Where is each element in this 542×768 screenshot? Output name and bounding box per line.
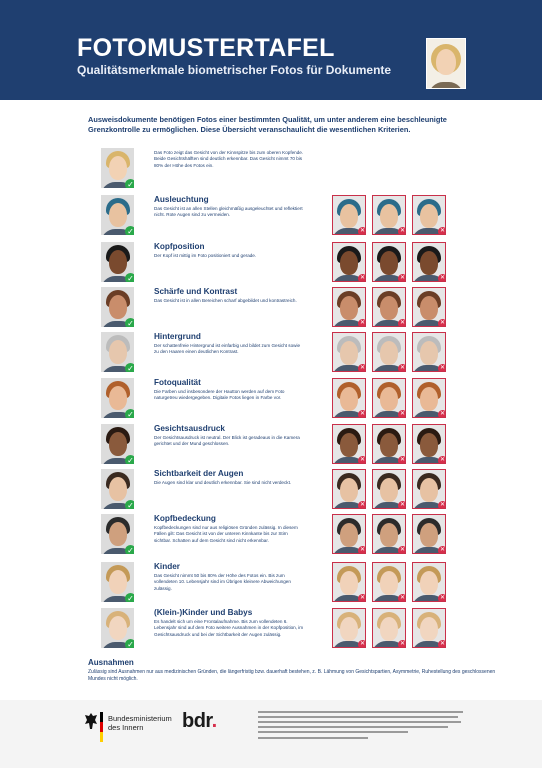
cross-icon: ✕ [439, 641, 446, 647]
bad-example-photo [412, 424, 446, 464]
cross-icon: ✕ [359, 502, 366, 508]
cross-icon: ✕ [399, 595, 406, 601]
cross-icon: ✕ [439, 320, 446, 326]
criterion-description: Der Kopf ist mittig im Foto positioniert und gerade. [154, 253, 257, 258]
good-example-photo [101, 424, 134, 464]
criterion-description: Kopfbedeckungen sind nur aus religiösen Gründen zulässig. In diesem Fällen gilt: Das Gesicht ist von der unteren Kinnkante bis zur Stirn sichtbar. Schatten auf dem Gesicht sind nicht erkennbar. [154, 525, 298, 543]
criterion-title: Sichtbarkeit der Augen [154, 469, 244, 478]
bad-example-photo [412, 562, 446, 602]
good-example-photo [101, 514, 134, 554]
cross-icon: ✕ [359, 365, 366, 371]
criterion-row [0, 467, 542, 511]
bad-example-photo [372, 242, 406, 282]
criterion-description: Der Gesichtsausdruck ist neutral. Der Blick ist geradeaus in die Kamera gerichtet und der Mund geschlossen. [154, 435, 300, 447]
criterion-title: Kinder [154, 562, 180, 571]
criterion-title: Kopfbedeckung [154, 514, 216, 523]
cross-icon: ✕ [399, 320, 406, 326]
cross-icon: ✕ [359, 320, 366, 326]
intro-text: Ausweisdokumente benötigen Fotos einer bestimmten Qualität, um unter anderem eine beschleunigte Grenzkontrolle zu ermöglichen. Diese Übersicht veranschaulicht die wesentlichen Kriterien. [88, 115, 447, 134]
bad-example-photo [412, 378, 446, 418]
criterion-row [0, 146, 542, 190]
legal-fine-print [258, 711, 468, 743]
bad-example-photo [372, 195, 406, 235]
cross-icon: ✕ [359, 228, 366, 234]
good-example-photo [101, 562, 134, 602]
bad-example-photo [372, 378, 406, 418]
cross-icon: ✕ [399, 641, 406, 647]
cross-icon: ✕ [439, 457, 446, 463]
bad-example-photo [412, 242, 446, 282]
bad-example-photo [372, 332, 406, 372]
good-example-photo [101, 378, 134, 418]
bad-example-photo [332, 469, 366, 509]
check-icon: ✓ [125, 273, 134, 282]
bad-example-photo [332, 287, 366, 327]
german-flag-stripe [100, 712, 103, 742]
criterion-title: Gesichtsausdruck [154, 424, 225, 433]
cross-icon: ✕ [359, 411, 366, 417]
cross-icon: ✕ [359, 641, 366, 647]
bad-example-photo [412, 287, 446, 327]
header-banner [0, 0, 542, 100]
cross-icon: ✕ [359, 547, 366, 553]
criterion-description: Das Foto zeigt das Gesicht von der Kinnspitze bis zum oberen Kopfende. Beide Gesichtshälften sind deutlich erkennbar. Das Gesicht nimmt 70 bis 80% der Höhe des Fotos ein. [154, 150, 304, 168]
criterion-row [0, 240, 542, 284]
cross-icon: ✕ [399, 547, 406, 553]
bad-example-photo [332, 562, 366, 602]
check-icon: ✓ [125, 593, 134, 602]
criterion-title: (Klein-)Kinder und Babys [154, 608, 253, 617]
bad-example-photo [332, 242, 366, 282]
bad-example-photo [412, 514, 446, 554]
good-example-photo [101, 332, 134, 372]
cross-icon: ✕ [399, 502, 406, 508]
check-icon: ✓ [125, 455, 134, 464]
criterion-row [0, 606, 542, 650]
criterion-row [0, 376, 542, 420]
bad-example-photo [372, 562, 406, 602]
cross-icon: ✕ [399, 457, 406, 463]
cross-icon: ✕ [439, 502, 446, 508]
check-icon: ✓ [125, 409, 134, 418]
bad-example-photo [372, 608, 406, 648]
criterion-title: Schärfe und Kontrast [154, 287, 238, 296]
cross-icon: ✕ [359, 457, 366, 463]
bad-example-photo [412, 469, 446, 509]
criterion-row [0, 193, 542, 237]
criterion-description: Das Gesicht ist in allen Bereichen scharf abgebildet und kontrastreich. [154, 298, 297, 303]
criterion-title: Kopfposition [154, 242, 205, 251]
ministry-logo-text: Bundesministerium des Innern [108, 714, 172, 732]
bad-example-photo [332, 424, 366, 464]
bad-example-photo [372, 469, 406, 509]
criterion-description: Es handelt sich um eine Frontalaufnahme. Bis zum vollendeten 6. Lebensjahr sind auf dem Foto weitere Ausnahmen in der Kopfposition, im Gesichtsausdruck und bei der Sichtbarkeit der Augen zulässig. [154, 619, 304, 637]
bad-example-photo [332, 514, 366, 554]
cross-icon: ✕ [399, 228, 406, 234]
exceptions-text: Zulässig sind Ausnahmen nur aus medizinischen Gründen, die längerfristig bzw. dauerhaft bestehen, z. B. Lähmung von Gesichtspartien, Asymmetrie, Ruhestellung des geschlossenen Mundes nicht möglich. [88, 669, 496, 682]
example-photo [426, 38, 466, 89]
check-icon: ✓ [125, 179, 134, 188]
check-icon: ✓ [125, 500, 134, 509]
cross-icon: ✕ [399, 411, 406, 417]
good-example-photo [101, 195, 134, 235]
criterion-row [0, 285, 542, 329]
cross-icon: ✕ [399, 275, 406, 281]
criterion-title: Ausleuchtung [154, 195, 209, 204]
exceptions-title: Ausnahmen [88, 658, 134, 667]
bad-example-photo [372, 514, 406, 554]
cross-icon: ✕ [439, 595, 446, 601]
criterion-description: Der schattenfreie Hintergrund ist einfarbig und bildet zum Gesicht sowie zu den Haaren einen deutlichen Kontrast. [154, 343, 301, 355]
criterion-row [0, 422, 542, 466]
good-example-photo [101, 148, 134, 188]
criterion-description: Das Gesicht nimmt 50 bis 80% der Höhe des Fotos ein. Bis zum vollendeten 10. Lebensjahr sind im Übrigen kleinere Abweichungen zulässig. [154, 573, 291, 591]
check-icon: ✓ [125, 639, 134, 648]
bad-example-photo [332, 378, 366, 418]
good-example-photo [101, 469, 134, 509]
cross-icon: ✕ [439, 228, 446, 234]
cross-icon: ✕ [399, 365, 406, 371]
page-subtitle: Qualitätsmerkmale biometrischer Fotos für Dokumente [77, 63, 392, 77]
bad-example-photo [332, 608, 366, 648]
bad-example-photo [372, 424, 406, 464]
criterion-description: Das Gesicht ist an allen Stellen gleichmäßig ausgeleuchtet und reflektiert nicht. Rote Augen sind zu vermeiden. [154, 206, 303, 218]
criterion-title: Fotoqualität [154, 378, 201, 387]
criterion-row [0, 512, 542, 556]
bad-example-photo [412, 195, 446, 235]
check-icon: ✓ [125, 318, 134, 327]
criterion-row [0, 560, 542, 604]
cross-icon: ✕ [439, 275, 446, 281]
bad-example-photo [412, 608, 446, 648]
check-icon: ✓ [125, 545, 134, 554]
exceptions-section [88, 658, 508, 683]
bad-example-photo [332, 332, 366, 372]
good-example-photo [101, 608, 134, 648]
bdr-logo: bdr. [182, 710, 217, 732]
bad-example-photo [372, 287, 406, 327]
page-title: FOTOMUSTERTAFEL [77, 34, 335, 62]
check-icon: ✓ [125, 226, 134, 235]
criterion-title: Hintergrund [154, 332, 201, 341]
criterion-description: Die Farben und insbesondere der Hautton werden auf dem Foto naturgetreu wiedergegeben. Digitale Fotos liegen in Farbe vor. [154, 389, 285, 401]
good-example-photo [101, 242, 134, 282]
cross-icon: ✕ [439, 365, 446, 371]
good-example-photo [101, 287, 134, 327]
bad-example-photo [332, 195, 366, 235]
criterion-description: Die Augen sind klar und deutlich erkennbar. Sie sind nicht verdeckt. [154, 480, 292, 485]
cross-icon: ✕ [439, 411, 446, 417]
check-icon: ✓ [125, 363, 134, 372]
cross-icon: ✕ [359, 275, 366, 281]
bad-example-photo [412, 332, 446, 372]
cross-icon: ✕ [439, 547, 446, 553]
criterion-row [0, 330, 542, 374]
federal-eagle-icon [84, 712, 98, 730]
cross-icon: ✕ [359, 595, 366, 601]
